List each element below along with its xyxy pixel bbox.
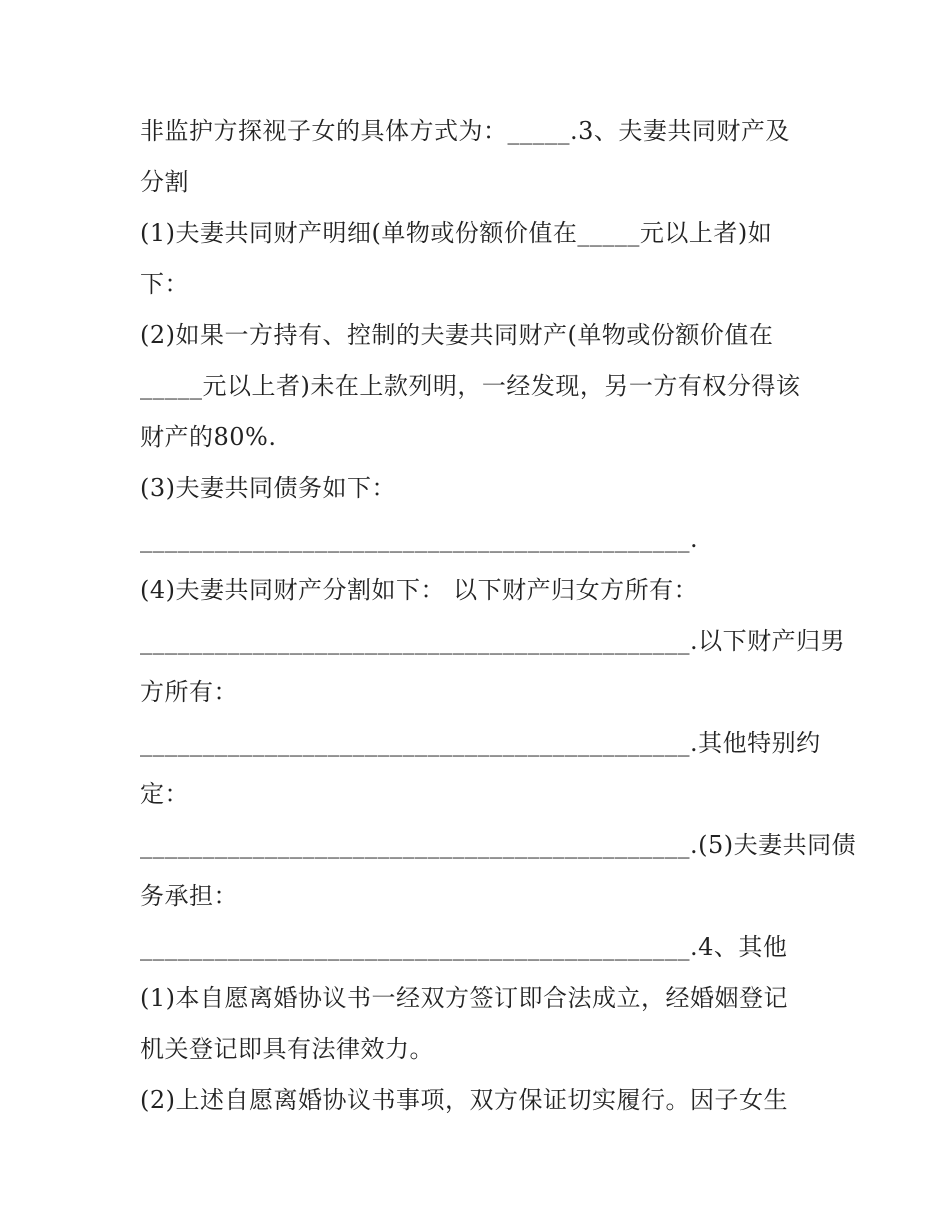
text-line: (1)本自愿离婚协议书一经双方签订即合法成立，经婚姻登记 (140, 984, 788, 1012)
text-line: 方所有： (140, 678, 238, 706)
blank-line: ____________________________________________.4、其他 (140, 933, 788, 961)
text-line: 定： (140, 780, 189, 808)
text-line: (1)夫妻共同财产明细(单物或份额价值在_____元以上者)如 (140, 219, 773, 247)
text-line: 分割 (140, 168, 189, 196)
text-line: _____元以上者)未在上款列明，一经发现，另一方有权分得该 (140, 372, 801, 400)
text-line: 财产的80%. (140, 423, 277, 451)
blank-line: ____________________________________________.其他特别约 (140, 729, 821, 757)
text-line: 务承担： (140, 882, 238, 910)
document-body (140, 106, 857, 1126)
blank-line: ____________________________________________.以下财产归男 (140, 627, 846, 655)
text-line: 机关登记即具有法律效力。 (140, 1035, 434, 1063)
text-line: (2)如果一方持有、控制的夫妻共同财产(单物或份额价值在 (140, 321, 774, 349)
text-line: 非监护方探视子女的具体方式为：_____.3、夫妻共同财产及 (140, 117, 790, 145)
text-line: 下： (140, 270, 189, 298)
blank-line: ____________________________________________.(5)夫妻共同债 (140, 831, 857, 859)
text-line: (3)夫妻共同债务如下： (140, 474, 396, 502)
text-line: (4)夫妻共同财产分割如下： 以下财产归女方所有： (140, 576, 699, 604)
blank-line: ____________________________________________. (140, 525, 699, 553)
text-line: (2)上述自愿离婚协议书事项，双方保证切实履行。因子女生 (140, 1086, 788, 1114)
